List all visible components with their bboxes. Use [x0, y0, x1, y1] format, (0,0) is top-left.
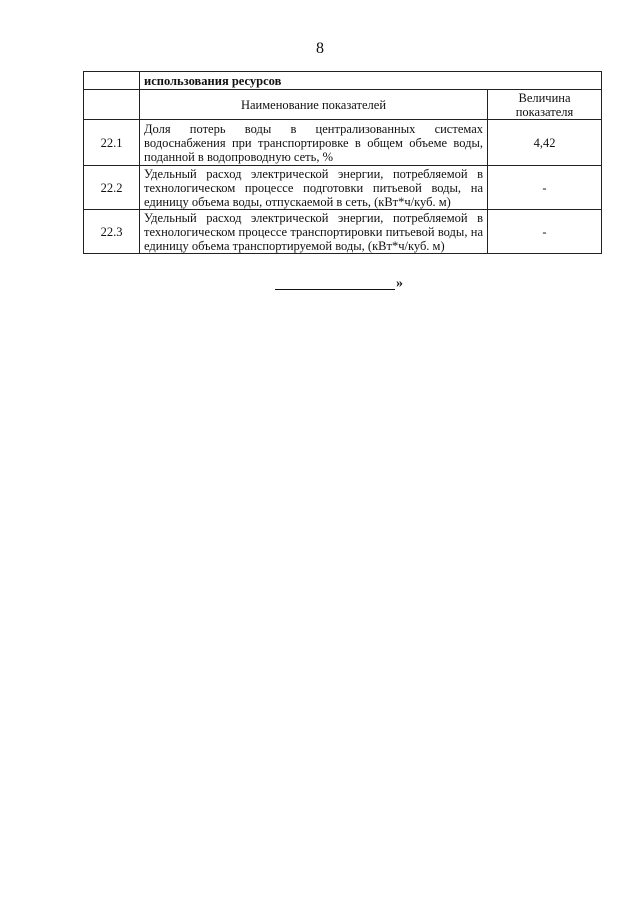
row-value: -: [488, 166, 602, 210]
table-row: [84, 120, 602, 166]
closing-line: [275, 276, 415, 292]
table-row: [84, 210, 602, 254]
header-indicator-value: Величина показателя: [488, 90, 602, 120]
empty-cell: [84, 90, 140, 120]
page-number: 8: [316, 40, 324, 57]
row-number: 22.1: [84, 120, 140, 166]
section-title: использования ресурсов: [140, 72, 602, 90]
row-value: -: [488, 210, 602, 254]
row-description: Удельный расход электрической энергии, потребляемой в технологическом процессе транспортировки питьевой воды, на единицу объема транспортируемой воды, (кВт*ч/куб. м): [140, 210, 488, 254]
row-description: Доля потерь воды в централизованных системах водоснабжения при транспортировке в общем объеме воды, поданной в водопроводную сеть, %: [140, 120, 488, 166]
table-title-row: [84, 72, 602, 90]
table-row: [84, 166, 602, 210]
row-description: Удельный расход электрической энергии, потребляемой в технологическом процессе подготовки питьевой воды, на единицу объема воды, отпускаемой в сеть, (кВт*ч/куб. м): [140, 166, 488, 210]
row-number: 22.3: [84, 210, 140, 254]
empty-cell: [84, 72, 140, 90]
indicators-table: [83, 71, 602, 254]
row-value: 4,42: [488, 120, 602, 166]
closing-rule: [275, 289, 395, 290]
row-number: 22.2: [84, 166, 140, 210]
table-header-row: [84, 90, 602, 120]
closing-quote: »: [396, 276, 403, 291]
header-indicator-name: Наименование показателей: [140, 90, 488, 120]
